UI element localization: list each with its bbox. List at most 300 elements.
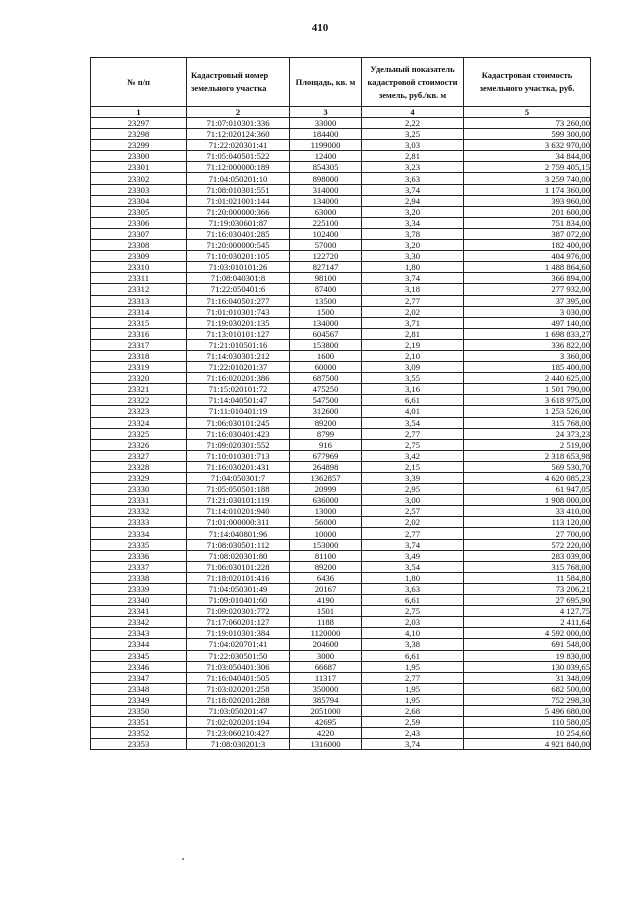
- cell-cadastral-number: 71:19:030201:135: [187, 317, 290, 328]
- table-row: [91, 617, 591, 628]
- cell-row-number: 23342: [91, 617, 187, 628]
- cell-specific-value: 3,38: [362, 639, 464, 650]
- cell-cadastral-number: 71:05:050501:188: [187, 484, 290, 495]
- cell-specific-value: 3,55: [362, 373, 464, 384]
- cell-row-number: 23301: [91, 162, 187, 173]
- cell-cadastral-number: 71:08:010301:551: [187, 184, 290, 195]
- cell-row-number: 23309: [91, 251, 187, 262]
- cell-cadastral-value: 2 411,64: [464, 617, 591, 628]
- cell-row-number: 23330: [91, 484, 187, 495]
- cell-cadastral-number: 71:16:030401:285: [187, 228, 290, 239]
- cell-area: 60000: [290, 362, 362, 373]
- cell-row-number: 23343: [91, 628, 187, 639]
- table-row: [91, 273, 591, 284]
- header-row-number: № п/п: [91, 58, 187, 107]
- cell-cadastral-number: 71:07:010301:336: [187, 118, 290, 129]
- cell-area: 33000: [290, 118, 362, 129]
- cell-row-number: 23310: [91, 262, 187, 273]
- cell-specific-value: 3,74: [362, 539, 464, 550]
- cell-specific-value: 2,59: [362, 717, 464, 728]
- cell-specific-value: 2,68: [362, 705, 464, 716]
- cell-area: 1362857: [290, 473, 362, 484]
- cell-cadastral-value: 393 960,00: [464, 195, 591, 206]
- cell-area: 3000: [290, 650, 362, 661]
- table-row: [91, 184, 591, 195]
- table-row: [91, 428, 591, 439]
- cell-cadastral-number: 71:14:040501:47: [187, 395, 290, 406]
- table-row: [91, 495, 591, 506]
- cell-cadastral-value: 682 500,00: [464, 683, 591, 694]
- cell-row-number: 23331: [91, 495, 187, 506]
- cell-row-number: 23318: [91, 350, 187, 361]
- cell-specific-value: 3,25: [362, 129, 464, 140]
- cell-specific-value: 2,57: [362, 506, 464, 517]
- cell-specific-value: 1,80: [362, 262, 464, 273]
- cell-cadastral-value: 31 348,09: [464, 672, 591, 683]
- cell-specific-value: 2,15: [362, 461, 464, 472]
- cell-specific-value: 3,03: [362, 140, 464, 151]
- cell-area: 312600: [290, 406, 362, 417]
- cell-row-number: 23347: [91, 672, 187, 683]
- table-row: [91, 628, 591, 639]
- cell-cadastral-number: 71:08:030201:3: [187, 739, 290, 750]
- cell-cadastral-value: 34 844,00: [464, 151, 591, 162]
- cell-cadastral-value: 2 440 625,00: [464, 373, 591, 384]
- cell-specific-value: 3,09: [362, 362, 464, 373]
- table-row: [91, 151, 591, 162]
- cell-row-number: 23336: [91, 550, 187, 561]
- table-row: [91, 295, 591, 306]
- cell-area: 1501: [290, 606, 362, 617]
- table-row: [91, 373, 591, 384]
- cell-cadastral-number: 71:08:020301:80: [187, 550, 290, 561]
- cell-cadastral-value: 4 127,75: [464, 606, 591, 617]
- cell-cadastral-value: 110 580,05: [464, 717, 591, 728]
- cell-cadastral-value: 1 488 864,60: [464, 262, 591, 273]
- table-row: [91, 539, 591, 550]
- cell-specific-value: 3,34: [362, 217, 464, 228]
- table-row: [91, 350, 591, 361]
- cell-row-number: 23348: [91, 683, 187, 694]
- cell-row-number: 23307: [91, 228, 187, 239]
- table-row: [91, 328, 591, 339]
- cell-area: 153800: [290, 339, 362, 350]
- cell-specific-value: 3,74: [362, 184, 464, 195]
- cell-cadastral-number: 71:01:021001:144: [187, 195, 290, 206]
- cell-row-number: 23352: [91, 728, 187, 739]
- cell-specific-value: 2,10: [362, 350, 464, 361]
- cell-row-number: 23321: [91, 384, 187, 395]
- table-row: [91, 683, 591, 694]
- cell-area: 687500: [290, 373, 362, 384]
- cell-area: 1500: [290, 306, 362, 317]
- cell-area: 604567: [290, 328, 362, 339]
- cell-cadastral-value: 10 254,60: [464, 728, 591, 739]
- table-row: [91, 339, 591, 350]
- cell-area: 98100: [290, 273, 362, 284]
- cell-area: 916: [290, 439, 362, 450]
- table-row: [91, 284, 591, 295]
- cell-row-number: 23334: [91, 528, 187, 539]
- cell-row-number: 23341: [91, 606, 187, 617]
- cell-cadastral-value: 4 592 000,00: [464, 628, 591, 639]
- cell-area: 4190: [290, 595, 362, 606]
- cell-cadastral-value: 366 894,00: [464, 273, 591, 284]
- cell-area: 6436: [290, 572, 362, 583]
- cell-row-number: 23314: [91, 306, 187, 317]
- cell-cadastral-number: 71:05:040501:522: [187, 151, 290, 162]
- cell-area: 89200: [290, 561, 362, 572]
- cell-row-number: 23317: [91, 339, 187, 350]
- cell-cadastral-value: 24 373,23: [464, 428, 591, 439]
- table-row: [91, 251, 591, 262]
- cell-cadastral-number: 71:14:010201:940: [187, 506, 290, 517]
- cell-specific-value: 4,10: [362, 628, 464, 639]
- cell-cadastral-value: 185 400,00: [464, 362, 591, 373]
- table-row: [91, 417, 591, 428]
- header-area: Площадь, кв. м: [290, 58, 362, 107]
- table-row: [91, 118, 591, 129]
- cell-cadastral-number: 71:01:010301:743: [187, 306, 290, 317]
- cell-specific-value: 3,54: [362, 561, 464, 572]
- cell-cadastral-value: 315 768,00: [464, 561, 591, 572]
- table-row: [91, 362, 591, 373]
- table-row: [91, 717, 591, 728]
- table-row: [91, 461, 591, 472]
- cell-area: 898000: [290, 173, 362, 184]
- cell-area: 57000: [290, 240, 362, 251]
- table-body: [91, 118, 591, 750]
- scan-artifact-dot: [182, 858, 184, 860]
- cell-cadastral-number: 71:08:040301:8: [187, 273, 290, 284]
- cell-area: 56000: [290, 517, 362, 528]
- table-row: [91, 550, 591, 561]
- header-specific-value: Удельный показатель кадастровой стоимости земель, руб./кв. м: [362, 58, 464, 107]
- cell-area: 1316000: [290, 739, 362, 750]
- cell-row-number: 23328: [91, 461, 187, 472]
- cell-cadastral-value: 4 620 085,23: [464, 473, 591, 484]
- cell-cadastral-number: 71:13:010101:127: [187, 328, 290, 339]
- cell-cadastral-number: 71:22:020301:41: [187, 140, 290, 151]
- cell-area: 475250: [290, 384, 362, 395]
- cell-specific-value: 3,49: [362, 550, 464, 561]
- table-row: [91, 306, 591, 317]
- cell-cadastral-number: 71:18:020101:416: [187, 572, 290, 583]
- cell-row-number: 23345: [91, 650, 187, 661]
- table-row: [91, 572, 591, 583]
- cell-area: 4220: [290, 728, 362, 739]
- column-number: 1: [91, 107, 187, 118]
- table-row: [91, 450, 591, 461]
- table-row: [91, 517, 591, 528]
- cell-row-number: 23349: [91, 694, 187, 705]
- table-row: [91, 228, 591, 239]
- cell-cadastral-number: 71:04:050201:10: [187, 173, 290, 184]
- cell-specific-value: 6,61: [362, 650, 464, 661]
- cell-specific-value: 2,77: [362, 672, 464, 683]
- cell-cadastral-value: 4 921 840,00: [464, 739, 591, 750]
- cell-area: 184400: [290, 129, 362, 140]
- cell-cadastral-value: 3 618 975,00: [464, 395, 591, 406]
- table-row: [91, 705, 591, 716]
- table-row: [91, 561, 591, 572]
- cell-cadastral-value: 497 140,00: [464, 317, 591, 328]
- cell-row-number: 23335: [91, 539, 187, 550]
- cell-area: 2051000: [290, 705, 362, 716]
- cell-area: 677969: [290, 450, 362, 461]
- cell-cadastral-value: 33 410,00: [464, 506, 591, 517]
- table-row: [91, 650, 591, 661]
- cell-cadastral-number: 71:02:020201:194: [187, 717, 290, 728]
- cell-area: 827147: [290, 262, 362, 273]
- cell-cadastral-value: 61 947,05: [464, 484, 591, 495]
- cell-cadastral-number: 71:18:020201:288: [187, 694, 290, 705]
- table-row: [91, 484, 591, 495]
- cell-cadastral-number: 71:20:000000:545: [187, 240, 290, 251]
- table-row: [91, 661, 591, 672]
- cell-row-number: 23338: [91, 572, 187, 583]
- cell-cadastral-number: 71:03:010101:26: [187, 262, 290, 273]
- table-row: [91, 694, 591, 705]
- cell-area: 350000: [290, 683, 362, 694]
- cell-row-number: 23353: [91, 739, 187, 750]
- cell-cadastral-number: 71:03:050401:306: [187, 661, 290, 672]
- cell-area: 20167: [290, 583, 362, 594]
- column-number: 5: [464, 107, 591, 118]
- cell-cadastral-number: 71:09:020301:552: [187, 439, 290, 450]
- cell-cadastral-value: 3 632 970,00: [464, 140, 591, 151]
- cell-row-number: 23311: [91, 273, 187, 284]
- table-row: [91, 395, 591, 406]
- table-row: [91, 595, 591, 606]
- cell-row-number: 23304: [91, 195, 187, 206]
- cell-cadastral-number: 71:22:030501:50: [187, 650, 290, 661]
- header-cadastral-number: Кадастровый номер земельного участка: [187, 58, 290, 107]
- table-row: [91, 672, 591, 683]
- table-row: [91, 317, 591, 328]
- cell-row-number: 23320: [91, 373, 187, 384]
- cell-cadastral-number: 71:19:010301:384: [187, 628, 290, 639]
- cell-specific-value: 1,95: [362, 694, 464, 705]
- cell-cadastral-number: 71:06:030101:245: [187, 417, 290, 428]
- cell-cadastral-number: 71:01:000000:311: [187, 517, 290, 528]
- table-row: [91, 639, 591, 650]
- cell-row-number: 23344: [91, 639, 187, 650]
- cell-specific-value: 2,43: [362, 728, 464, 739]
- table-row: [91, 739, 591, 750]
- cell-cadastral-value: 19 830,00: [464, 650, 591, 661]
- cell-specific-value: 2,81: [362, 328, 464, 339]
- cell-specific-value: 3,63: [362, 583, 464, 594]
- table-header-row: [91, 58, 591, 107]
- cell-cadastral-number: 71:04:020701:41: [187, 639, 290, 650]
- cell-cadastral-value: 37 395,00: [464, 295, 591, 306]
- cell-row-number: 23312: [91, 284, 187, 295]
- table-row: [91, 728, 591, 739]
- cell-cadastral-value: 569 530,70: [464, 461, 591, 472]
- cell-area: 10000: [290, 528, 362, 539]
- cell-cadastral-value: 3 259 740,00: [464, 173, 591, 184]
- cell-cadastral-number: 71:19:030601:87: [187, 217, 290, 228]
- cell-area: 1199000: [290, 140, 362, 151]
- table-row: [91, 528, 591, 539]
- cell-specific-value: 2,81: [362, 151, 464, 162]
- cell-cadastral-value: 599 300,00: [464, 129, 591, 140]
- cell-cadastral-value: 387 072,00: [464, 228, 591, 239]
- cell-cadastral-number: 71:14:030301:212: [187, 350, 290, 361]
- column-number: 4: [362, 107, 464, 118]
- cell-cadastral-number: 71:11:010401:19: [187, 406, 290, 417]
- cell-cadastral-value: 73 206,21: [464, 583, 591, 594]
- cell-row-number: 23339: [91, 583, 187, 594]
- cell-area: 11317: [290, 672, 362, 683]
- cell-area: 20999: [290, 484, 362, 495]
- cell-cadastral-number: 71:21:010501:16: [187, 339, 290, 350]
- cell-cadastral-value: 182 400,00: [464, 240, 591, 251]
- cell-specific-value: 2,77: [362, 295, 464, 306]
- cell-row-number: 23337: [91, 561, 187, 572]
- table-row: [91, 162, 591, 173]
- cell-area: 134000: [290, 317, 362, 328]
- table-row: [91, 206, 591, 217]
- cell-specific-value: 4,01: [362, 406, 464, 417]
- table-row: [91, 240, 591, 251]
- cell-cadastral-value: 201 600,00: [464, 206, 591, 217]
- cell-area: 102400: [290, 228, 362, 239]
- cell-cadastral-number: 71:09:020301:772: [187, 606, 290, 617]
- cell-area: 13500: [290, 295, 362, 306]
- cell-row-number: 23299: [91, 140, 187, 151]
- cell-cadastral-value: 3 360,00: [464, 350, 591, 361]
- cell-row-number: 23327: [91, 450, 187, 461]
- table-row: [91, 406, 591, 417]
- cell-row-number: 23323: [91, 406, 187, 417]
- cell-area: 63000: [290, 206, 362, 217]
- cell-row-number: 23351: [91, 717, 187, 728]
- cell-specific-value: 3,20: [362, 240, 464, 251]
- cell-row-number: 23300: [91, 151, 187, 162]
- cell-cadastral-number: 71:21:030101:119: [187, 495, 290, 506]
- cell-row-number: 23305: [91, 206, 187, 217]
- cell-specific-value: 6,61: [362, 595, 464, 606]
- cell-cadastral-number: 71:12:020124:360: [187, 129, 290, 140]
- cell-specific-value: 2,77: [362, 428, 464, 439]
- cell-cadastral-number: 71:22:050401:6: [187, 284, 290, 295]
- cell-cadastral-value: 277 932,00: [464, 284, 591, 295]
- cell-specific-value: 2,02: [362, 306, 464, 317]
- cell-cadastral-value: 27 695,90: [464, 595, 591, 606]
- cell-cadastral-value: 1 174 360,00: [464, 184, 591, 195]
- cell-row-number: 23308: [91, 240, 187, 251]
- cell-specific-value: 2,02: [362, 517, 464, 528]
- cell-area: 87400: [290, 284, 362, 295]
- cell-cadastral-value: 113 120,00: [464, 517, 591, 528]
- cell-specific-value: 3,63: [362, 173, 464, 184]
- cell-cadastral-value: 691 548,00: [464, 639, 591, 650]
- cell-cadastral-value: 751 834,00: [464, 217, 591, 228]
- page-number: 410: [311, 22, 329, 34]
- cell-cadastral-number: 71:20:000000:366: [187, 206, 290, 217]
- cell-area: 636000: [290, 495, 362, 506]
- cell-row-number: 23332: [91, 506, 187, 517]
- table-row: [91, 262, 591, 273]
- cell-specific-value: 3,39: [362, 473, 464, 484]
- cell-cadastral-value: 283 039,00: [464, 550, 591, 561]
- cell-cadastral-number: 71:03:050201:47: [187, 705, 290, 716]
- cell-cadastral-number: 71:17:060201:127: [187, 617, 290, 628]
- cell-row-number: 23297: [91, 118, 187, 129]
- cell-area: 1188: [290, 617, 362, 628]
- cell-row-number: 23322: [91, 395, 187, 406]
- cell-specific-value: 3,23: [362, 162, 464, 173]
- cell-specific-value: 3,78: [362, 228, 464, 239]
- cell-specific-value: 3,74: [362, 273, 464, 284]
- cell-specific-value: 2,94: [362, 195, 464, 206]
- cell-row-number: 23316: [91, 328, 187, 339]
- cell-specific-value: 1,80: [362, 572, 464, 583]
- cell-cadastral-value: 2 318 653,98: [464, 450, 591, 461]
- table-row: [91, 506, 591, 517]
- cell-row-number: 23313: [91, 295, 187, 306]
- column-number: 3: [290, 107, 362, 118]
- cell-cadastral-value: 27 700,00: [464, 528, 591, 539]
- cell-area: 204600: [290, 639, 362, 650]
- table-row: [91, 140, 591, 151]
- cell-cadastral-value: 752 298,30: [464, 694, 591, 705]
- cell-row-number: 23324: [91, 417, 187, 428]
- cell-area: 81100: [290, 550, 362, 561]
- cell-specific-value: 2,77: [362, 528, 464, 539]
- cell-cadastral-value: 1 698 833,27: [464, 328, 591, 339]
- cell-row-number: 23298: [91, 129, 187, 140]
- table-row: [91, 173, 591, 184]
- cell-cadastral-value: 315 768,00: [464, 417, 591, 428]
- cell-row-number: 23325: [91, 428, 187, 439]
- cell-area: 122720: [290, 251, 362, 262]
- cell-area: 89200: [290, 417, 362, 428]
- header-cadastral-value: Кадастровая стоимость земельного участка, руб.: [464, 58, 591, 107]
- table-row: [91, 217, 591, 228]
- table-row: [91, 384, 591, 395]
- cell-specific-value: 2,22: [362, 118, 464, 129]
- cell-cadastral-number: 71:16:020201:386: [187, 373, 290, 384]
- cell-row-number: 23315: [91, 317, 187, 328]
- cell-area: 13000: [290, 506, 362, 517]
- cell-specific-value: 6,61: [362, 395, 464, 406]
- cell-row-number: 23326: [91, 439, 187, 450]
- cell-cadastral-number: 71:16:040401:505: [187, 672, 290, 683]
- cell-area: 8799: [290, 428, 362, 439]
- cell-cadastral-number: 71:08:030501:112: [187, 539, 290, 550]
- cell-area: 153000: [290, 539, 362, 550]
- cell-cadastral-value: 130 039,65: [464, 661, 591, 672]
- cell-cadastral-number: 71:14:040801:96: [187, 528, 290, 539]
- cell-area: 134000: [290, 195, 362, 206]
- cell-row-number: 23333: [91, 517, 187, 528]
- cell-cadastral-value: 404 976,00: [464, 251, 591, 262]
- cell-area: 1600: [290, 350, 362, 361]
- table-row: [91, 606, 591, 617]
- cell-cadastral-value: 1 501 790,00: [464, 384, 591, 395]
- cell-specific-value: 2,75: [362, 606, 464, 617]
- cell-cadastral-number: 71:22:010201:37: [187, 362, 290, 373]
- cell-area: 42695: [290, 717, 362, 728]
- cell-cadastral-value: 5 496 680,00: [464, 705, 591, 716]
- cell-area: 314000: [290, 184, 362, 195]
- cell-cadastral-number: 71:03:020201:258: [187, 683, 290, 694]
- cell-cadastral-number: 71:10:030201:105: [187, 251, 290, 262]
- cell-area: 12400: [290, 151, 362, 162]
